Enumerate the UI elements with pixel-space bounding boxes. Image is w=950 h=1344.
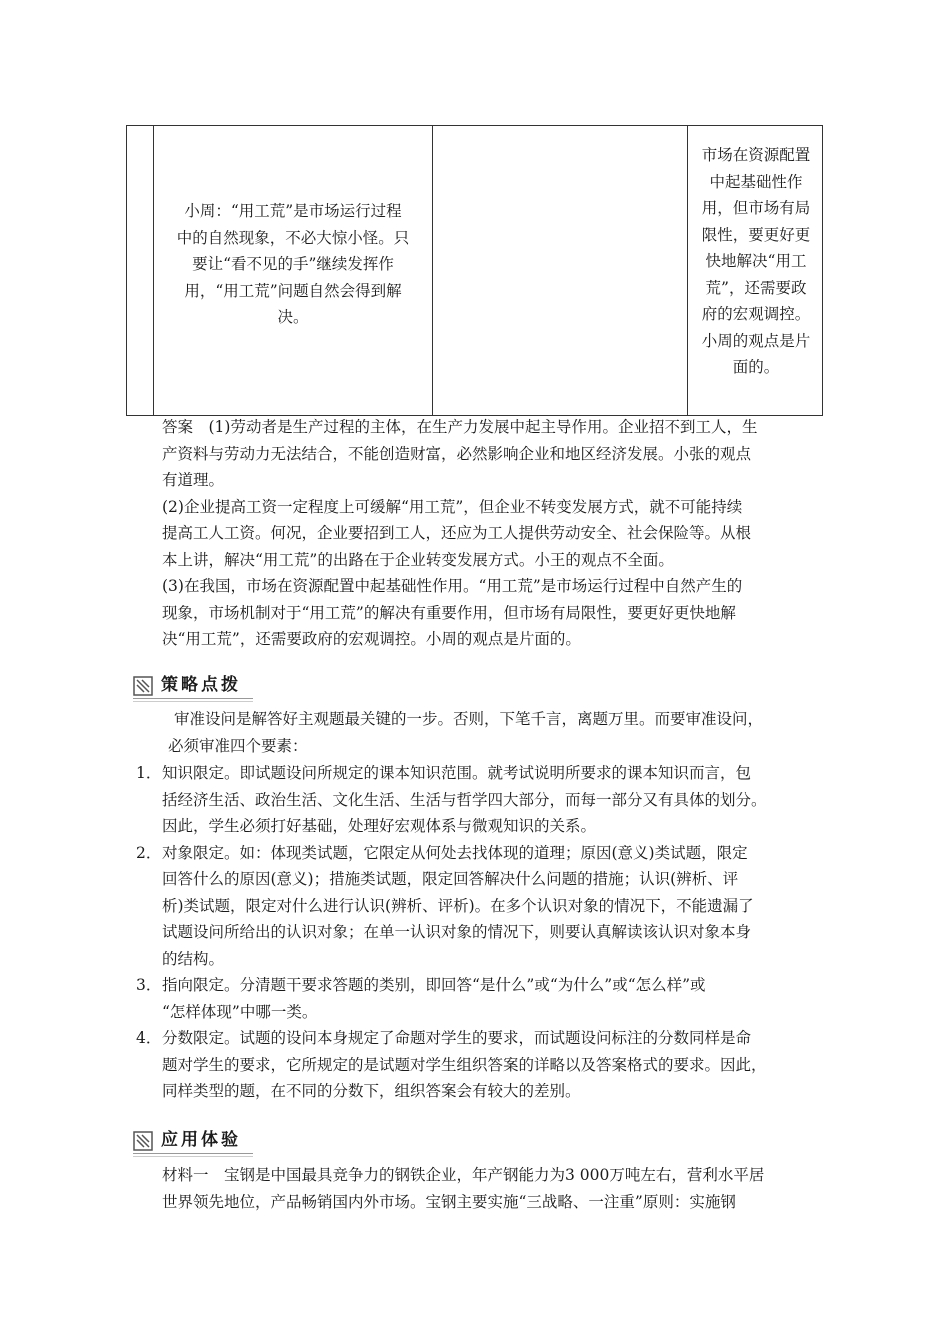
item-line: 题对学生的要求，它所规定的是试题对学生组织答案的详略以及答案格式的要求。因此， <box>162 1055 767 1074</box>
cell-line: 中的自然现象，不必大惊小怪。只 <box>176 228 410 247</box>
list-item <box>136 760 767 840</box>
cell-line: 用，“用工荒”问题自然会得到解 <box>184 281 402 300</box>
item-line: 分数限定。试题的设问本身规定了命题对学生的要求，而试题设问标注的分数同样是命 <box>162 1029 752 1047</box>
item-number: 1． <box>136 764 162 782</box>
cell-line: 小周的观点是片 <box>701 331 811 350</box>
cell-line: 限性，要更好更 <box>701 225 811 244</box>
item-line: 的结构。 <box>162 949 225 968</box>
list-item <box>136 840 767 973</box>
item-number: 3． <box>136 976 162 994</box>
material-line: 世界领先地位，产品畅销国内外市场。宝钢主要实施“三战略、一注重”原则：实施钢 <box>162 1192 736 1211</box>
table-divider <box>153 126 154 415</box>
item-line: 知识限定。即试题设问所规定的课本知识范围。就考试说明所要求的课本知识而言，包 <box>162 764 752 782</box>
table-divider <box>432 126 433 415</box>
item-line: 试题设问所给出的认识对象；在单一认识对象的情况下，则要认真解读该认识对象本身 <box>162 923 752 941</box>
intro-line: 必须审准四个要素： <box>168 736 308 755</box>
answer-line: 提高工人工资。何况，企业要招到工人，还应为工人提供劳动安全、社会保险等。从根 <box>162 524 752 542</box>
section-marker-icon <box>133 1131 153 1151</box>
item-line: 同样类型的题，在不同的分数下，组织答案会有较大的差别。 <box>162 1082 581 1100</box>
cell-line: 荒”，还需要政 <box>705 278 807 297</box>
item-number: 4． <box>136 1029 162 1047</box>
answer-line: 答案 (1)劳动者是生产过程的主体，在生产力发展中起主导作用。企业招不到工人，生 <box>162 418 758 436</box>
table-cell-evaluation <box>689 142 823 381</box>
section-title: 策略点拨 <box>161 675 241 695</box>
item-line: 括经济生活、政治生活、文化生活、生活与哲学四大部分，而每一部分又有具体的划分。 <box>162 790 767 809</box>
cell-line: 府的宏观调控。 <box>701 305 811 323</box>
table-cell-opinion <box>157 198 429 331</box>
section-underline <box>133 698 253 699</box>
answer-table <box>126 125 823 416</box>
section-heading-strategy <box>133 673 253 699</box>
item-line: “怎样体现”中哪一类。 <box>162 1002 318 1021</box>
application-material <box>162 1162 764 1215</box>
intro-line: 审准设问是解答好主观题最关键的一步。否则，下笔千言，离题万里。而要审准设问， <box>174 710 764 728</box>
answer-line: 有道理。 <box>162 471 225 489</box>
item-line: 因此，学生必须打好基础，处理好宏观体系与微观知识的关系。 <box>162 817 597 835</box>
answer-line: 现象，市场机制对于“用工荒”的解决有重要作用，但市场有局限性，要更好更快地解 <box>162 603 736 622</box>
section-marker-icon <box>133 676 153 696</box>
material-line: 材料一 宝钢是中国最具竞争力的钢铁企业，年产钢能力为3 000万吨左右，营利水平居 <box>162 1166 765 1184</box>
strategy-intro <box>168 706 764 759</box>
section-title: 应用体验 <box>161 1130 241 1150</box>
section-underline <box>133 1153 253 1154</box>
item-line: 析)类试题，限定对什么进行认识(辨析、评析)。在多个认识对象的情况下，不能遗漏了 <box>162 896 754 915</box>
cell-line: 快地解决“用工 <box>705 252 807 270</box>
cell-line: 面的。 <box>732 358 780 376</box>
answer-line: 本上讲，解决“用工荒”的出路在于企业转变发展方式。小王的观点不全面。 <box>162 550 674 569</box>
list-item <box>136 1025 767 1105</box>
cell-line: 小周：“用工荒”是市场运行过程 <box>184 202 402 220</box>
strategy-list <box>136 760 767 1105</box>
item-number: 2． <box>136 843 162 862</box>
item-line: 指向限定。分清题干要求答题的类别，即回答“是什么”或“为什么”或“怎么样”或 <box>162 976 706 994</box>
table-divider <box>687 126 688 415</box>
section-heading-application <box>133 1128 253 1154</box>
answer-block <box>162 414 757 653</box>
cell-line: 要让“看不见的手”继续发挥作 <box>192 255 394 273</box>
item-line: 回答什么的原因(意义)；措施类试题，限定回答解决什么问题的措施；认识(辨析、评 <box>162 870 739 888</box>
answer-line: (2)企业提高工资一定程度上可缓解“用工荒”，但企业不转变发展方式，就不可能持续 <box>162 497 743 516</box>
cell-line: 决。 <box>277 308 309 326</box>
section-underline <box>133 1156 253 1157</box>
answer-line: (3)在我国，市场在资源配置中起基础性作用。“用工荒”是市场运行过程中自然产生的 <box>162 577 743 595</box>
cell-line: 中起基础性作 <box>709 172 803 191</box>
answer-line: 决“用工荒”，还需要政府的宏观调控。小周的观点是片面的。 <box>162 630 581 648</box>
item-line: 对象限定。如：体现类试题，它限定从何处去找体现的道理；原因(意义)类试题，限定 <box>162 843 748 862</box>
list-item <box>136 972 767 1025</box>
cell-line: 用，但市场有局 <box>701 199 811 217</box>
section-underline <box>133 701 253 702</box>
answer-line: 产资料与劳动力无法结合，不能创造财富，必然影响企业和地区经济发展。小张的观点 <box>162 444 752 463</box>
cell-line: 市场在资源配置 <box>701 146 811 164</box>
